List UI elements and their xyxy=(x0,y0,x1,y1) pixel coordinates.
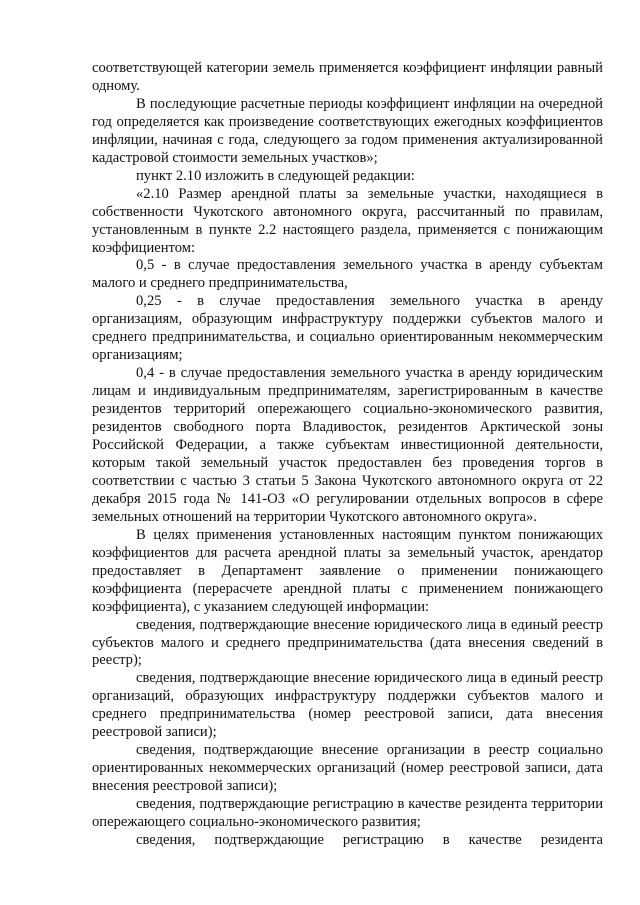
paragraph-subsequent-periods: В последующие расчетные периоды коэффициент инфляции на очередной год определяется как произведение соответствующих ежегодных коэффициентов инфляции, начиная с года, следующего за годом применения актуализированной кадастровой стоимости земельных участков»; xyxy=(92,95,603,166)
paragraph-coefficient-0-25: 0,25 - в случае предоставления земельного участка в аренду организациям, образующим инфраструктуру поддержки субъектов малого и среднего предпринимательства, и социально ориентированным некоммерческим организациям; xyxy=(92,293,603,364)
paragraph-info-nko-registry: сведения, подтверждающие внесение организации в реестр социально ориентированных некоммерческих организаций (номер реестровой записи, дата внесения реестровой записи); xyxy=(92,742,603,795)
paragraph-info-sme-registry: сведения, подтверждающие внесение юридического лица в единый реестр субъектов малого и среднего предпринимательства (дата внесения сведений в реестр); xyxy=(92,616,603,669)
document-page xyxy=(92,60,603,850)
paragraph-info-infrastructure-registry: сведения, подтверждающие внесение юридического лица в единый реестр организаций, образующих инфраструктуру поддержки субъектов малого и среднего предпринимательства (номер реестровой записи, дата внесения реестровой записи); xyxy=(92,670,603,741)
paragraph-coefficient-0-4: 0,4 - в случае предоставления земельного участка в аренду юридическим лицам и индивидуальным предпринимателям, зарегистрированным в качестве резидентов территорий опережающего социально-экономического развития, резидентов свободного порта Владивосток, резидентов Арктической зоны Российской Федерации, а также субъектам инвестиционной деятельности, которым такой земельный участок предоставлен без проведения торгов в соответствии с частью 3 статьи 5 Закона Чукотского автономного округа от 22 декабря 2015 года № 141-ОЗ «О регулировании отдельных вопросов в сфере земельных отношений на территории Чукотского автономного округа». xyxy=(92,365,603,525)
paragraph-application-requirements: В целях применения установленных настоящим пунктом понижающих коэффициентов для расчета арендной платы за земельный участок, арендатор предоставляет в Департамент заявление о применении понижающего коэффициента (перерасчете арендной платы с применением понижающего коэффициента), с указанием следующей информации: xyxy=(92,526,603,615)
paragraph-info-resident-cont: сведения, подтверждающие регистрацию в качестве резидента xyxy=(136,831,603,848)
paragraph-point-2-10-intro: пункт 2.10 изложить в следующей редакции: xyxy=(136,167,415,184)
paragraph-coefficient-0-5: 0,5 - в случае предоставления земельного участка в аренду субъектам малого и среднего предпринимательства, xyxy=(92,257,603,292)
paragraph-inflation-coefficient-end: соответствующей категории земель применяется коэффициент инфляции равный одному. xyxy=(92,60,603,94)
paragraph-info-tor-resident: сведения, подтверждающие регистрацию в качестве резидента территории опережающего социально-экономического развития; xyxy=(92,796,603,831)
paragraph-point-2-10: «2.10 Размер арендной платы за земельные участки, находящиеся в собственности Чукотского автономного округа, рассчитанный по правилам, установленным в пункте 2.2 настоящего раздела, применяется с понижающим коэффициентом: xyxy=(92,185,603,256)
